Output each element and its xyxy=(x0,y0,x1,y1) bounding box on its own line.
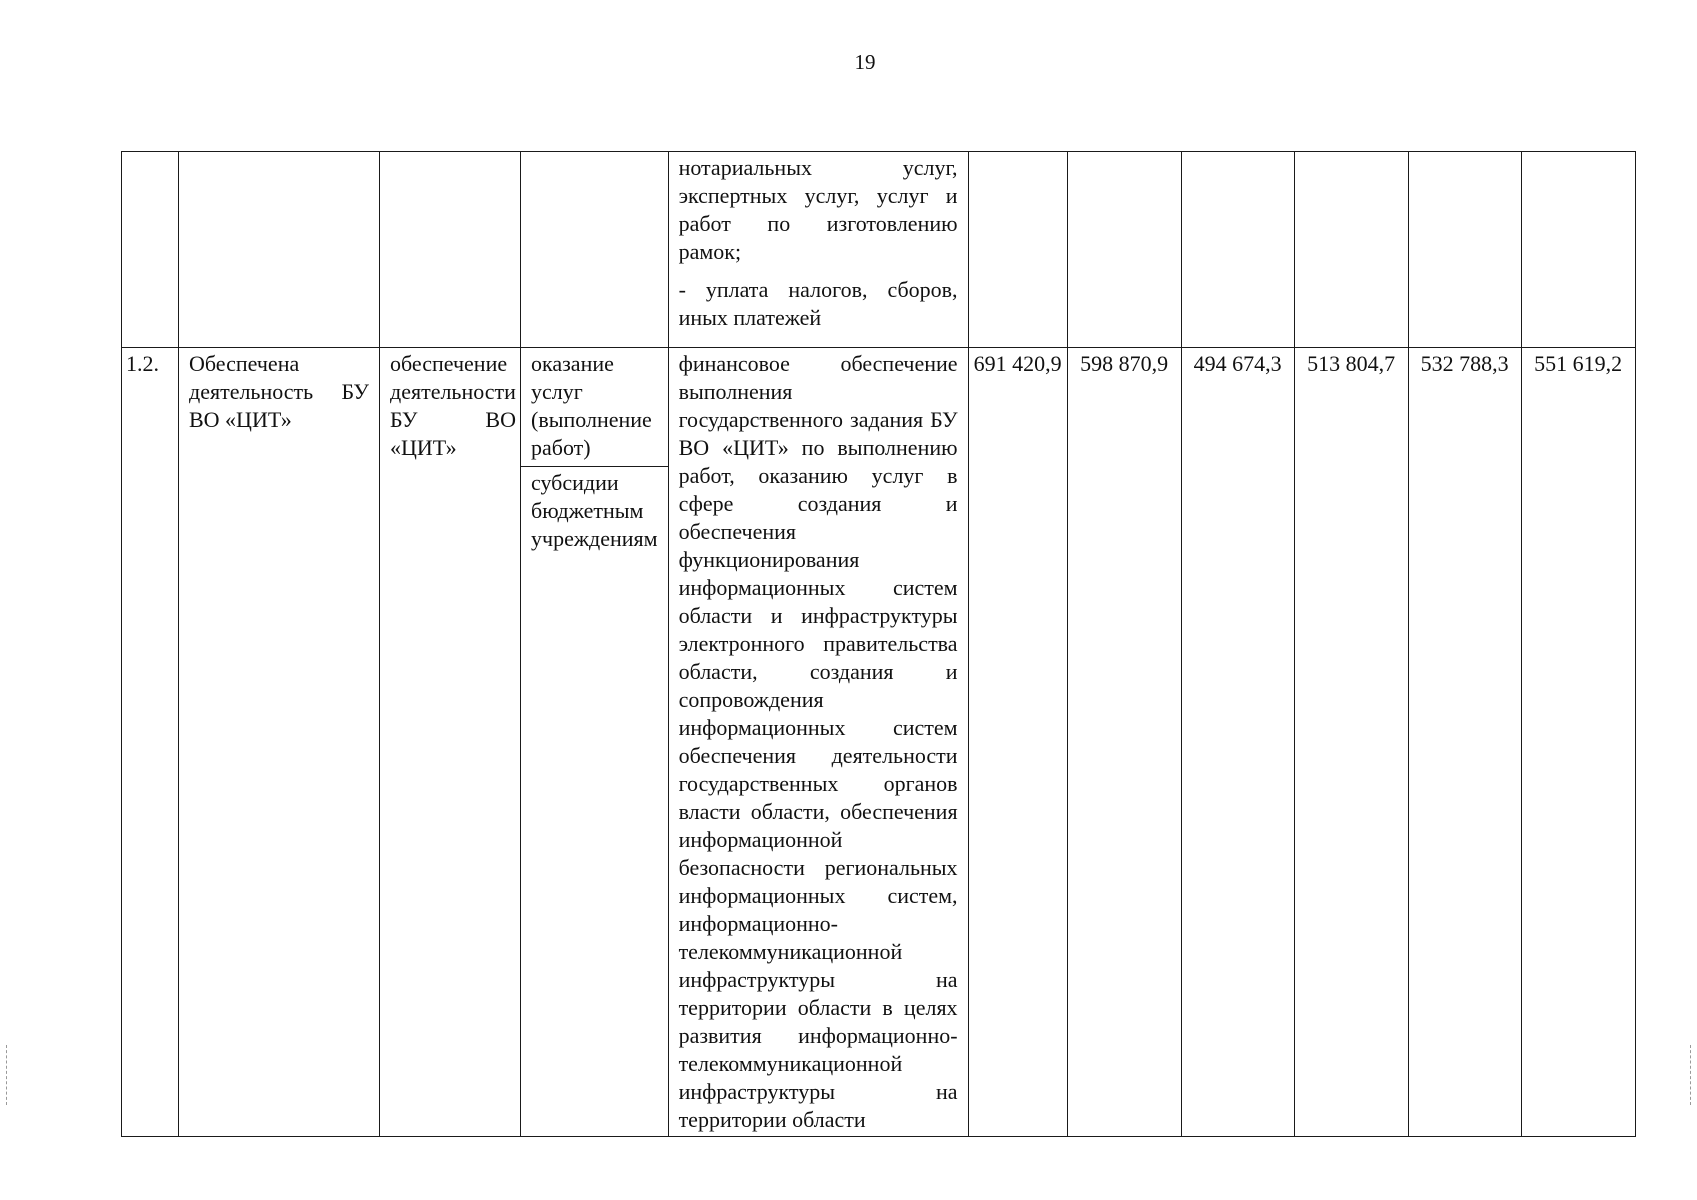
cell-value-6: 551 619,2 xyxy=(1521,348,1635,1137)
cell-value-empty xyxy=(1294,152,1408,348)
cell-activity-empty xyxy=(380,152,521,348)
cell-type xyxy=(521,348,669,1137)
cell-value-2: 598 870,9 xyxy=(1067,348,1181,1137)
cell-value-1: 691 420,9 xyxy=(968,348,1067,1137)
cell-value-empty xyxy=(968,152,1067,348)
description-paragraph: - уплата налогов, сборов, иных платежей xyxy=(678,277,958,330)
cell-value-empty xyxy=(1181,152,1294,348)
cell-value-empty xyxy=(1521,152,1635,348)
type-lower: субсидии бюджетным учреждениям xyxy=(531,470,658,551)
description-paragraph: нотариальных услуг, экспертных услуг, услуг и работ по изготовлению рамок; xyxy=(678,155,958,264)
cell-type-empty xyxy=(521,152,669,348)
type-upper: оказание услуг (выполнение работ) xyxy=(521,348,668,467)
scan-edge-mark xyxy=(6,1045,8,1105)
table-row-continuation xyxy=(122,152,1636,348)
scan-edge-mark xyxy=(1690,1045,1692,1105)
cell-value-4: 513 804,7 xyxy=(1294,348,1408,1137)
cell-row-number: 1.2. xyxy=(122,348,179,1137)
cell-value-empty xyxy=(1067,152,1181,348)
cell-description-continuation xyxy=(668,152,968,348)
cell-activity: обеспечение деятельности БУ ВО «ЦИТ» xyxy=(380,348,521,1137)
cell-number-empty xyxy=(122,152,179,348)
cell-value-empty xyxy=(1408,152,1521,348)
cell-description: финансовое обеспечение выполнения государственного задания БУ ВО «ЦИТ» по выполнению работ, оказанию услуг в сфере создания и обеспечения функционирования информационных систем области и инфраструктуры электронного правительства области, создания и сопровождения информационных систем обеспечения деятельности государственных органов власти области, обеспечения информационной безопасности региональных информационных систем, информационно-телекоммуникационной инфраструктуры на территории области в целях развития информационно-телекоммуникационной инфраструктуры на территории области xyxy=(668,348,968,1137)
cell-result: Обеспечена деятельность БУ ВО «ЦИТ» xyxy=(179,348,380,1137)
page-number: 19 xyxy=(854,50,876,74)
cell-value-3: 494 674,3 xyxy=(1181,348,1294,1137)
table-row-1-2 xyxy=(122,348,1636,1137)
cell-result-empty xyxy=(179,152,380,348)
cell-value-5: 532 788,3 xyxy=(1408,348,1521,1137)
budget-table xyxy=(121,151,1636,1137)
